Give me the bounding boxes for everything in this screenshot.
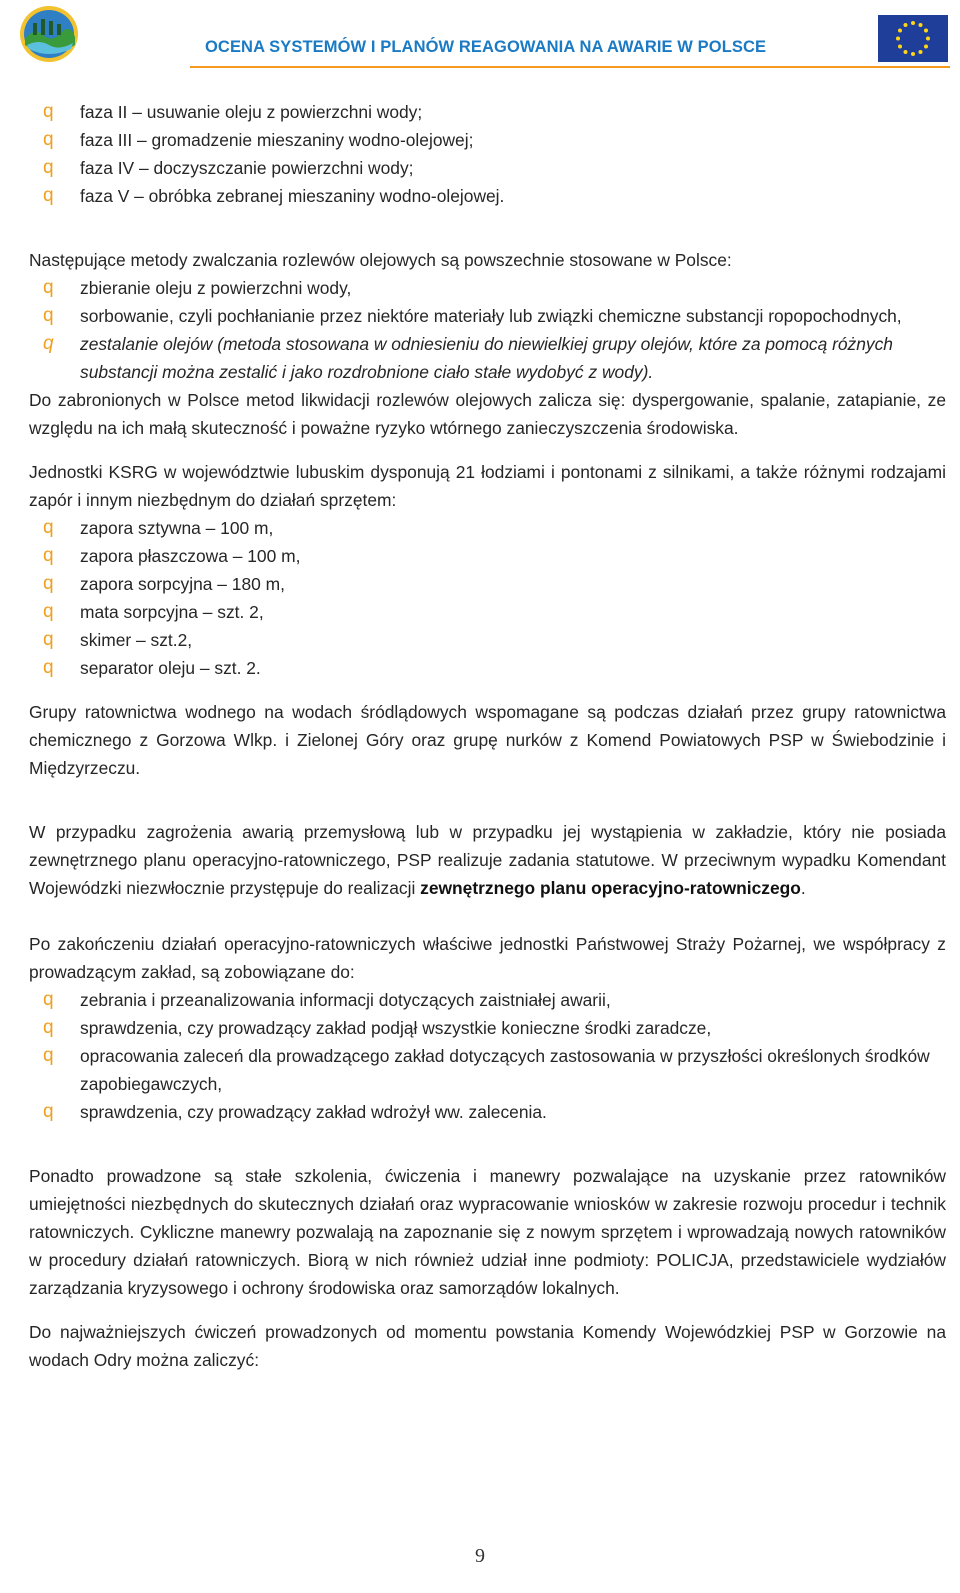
- bullet-icon: q: [43, 185, 54, 206]
- list-item: q zebrania i przeanalizowania informacji dotyczących zaistniałej awarii,: [29, 986, 946, 1014]
- after-actions-intro: Po zakończeniu działań operacyjno-ratowniczych właściwe jednostki Państwowej Straży Pożarnej, we współpracy z prowadzącym zakład, są zobowiązane do:: [29, 934, 946, 982]
- methods-intro: Następujące metody zwalczania rozlewów olejowych są powszechnie stosowane w Polsce:: [29, 250, 732, 270]
- bullet-icon: q: [43, 101, 54, 122]
- after-actions-list: [29, 986, 946, 1126]
- list-item: q faza II – usuwanie oleju z powierzchni wody;: [29, 98, 946, 126]
- equipment-list: [29, 514, 946, 682]
- header-divider: [190, 66, 950, 68]
- list-item: q faza III – gromadzenie mieszaniny wodno-olejowej;: [29, 126, 946, 154]
- list-item: q sprawdzenia, czy prowadzący zakład wdrożył ww. zalecenia.: [29, 1098, 946, 1126]
- eu-flag-icon: [878, 15, 948, 62]
- page-header: [0, 0, 960, 72]
- bullet-icon: q: [43, 277, 54, 298]
- phases-list: [29, 98, 946, 210]
- prohibited-methods-paragraph: Do zabronionych w Polsce metod likwidacji rozlewów olejowych zalicza się: dyspergowanie, spalanie, zatapianie, ze względu na ich małą skuteczność i poważne ryzyko wtórnego zanieczyszczenia środowiska.: [29, 390, 946, 438]
- bullet-icon: q: [43, 1101, 54, 1122]
- list-item: q sprawdzenia, czy prowadzący zakład podjął wszystkie konieczne środki zaradcze,: [29, 1014, 946, 1042]
- bullet-icon: q: [43, 157, 54, 178]
- bullet-icon: q: [43, 989, 54, 1010]
- list-item: q zbieranie oleju z powierzchni wody,: [29, 274, 946, 302]
- rescue-groups-paragraph: Grupy ratownictwa wodnego na wodach śródlądowych wspomagane są podczas działań przez grupy ratownictwa chemicznego z Gorzowa Wlkp. i Zielonej Góry oraz grupę nurków z Komend Powiatowych PSP w Świebodzinie i Międzyrzeczu.: [29, 702, 946, 778]
- bullet-icon: q: [43, 1017, 54, 1038]
- document-title: OCENA SYSTEMÓW I PLANÓW REAGOWANIA NA AWARIE W POLSCE: [205, 38, 767, 56]
- list-item: q zapora płaszczowa – 100 m,: [29, 542, 946, 570]
- bullet-icon: q: [43, 629, 54, 650]
- list-item: q mata sorpcyjna – szt. 2,: [29, 598, 946, 626]
- list-item: q zapora sztywna – 100 m,: [29, 514, 946, 542]
- list-item: q zapora sorpcyjna – 180 m,: [29, 570, 946, 598]
- list-item: q sorbowanie, czyli pochłanianie przez niektóre materiały lub związki chemiczne substancji ropopochodnych,: [29, 302, 946, 330]
- list-item: q skimer – szt.2,: [29, 626, 946, 654]
- bullet-icon: q: [43, 657, 54, 678]
- list-item: q faza IV – doczyszczanie powierzchni wody;: [29, 154, 946, 182]
- training-paragraph: Ponadto prowadzone są stałe szkolenia, ćwiczenia i manewry pozwalające na uzyskanie przez ratowników umiejętności niezbędnych do skutecznych działań oraz wypracowanie wniosków w zakresie rozwoju procedur i technik ratowniczych. Cykliczne manewry pozwalają na zapoznanie się z nowym sprzętem i wprowadzają nowych ratowników w procedury działań ratowniczych. Biorą w nich również udział inne podmioty: POLICJA, przedstawiciele wydziałów zarządzania kryzysowego i ochrony środowiska oraz samorządów lokalnych.: [29, 1166, 946, 1298]
- bullet-icon: q: [43, 601, 54, 622]
- equipment-intro: Jednostki KSRG w województwie lubuskim dysponują 21 łodziami i pontonami z silnikami, a także różnymi rodzajami zapór i innym niezbędnym do działań sprzętem:: [29, 462, 946, 510]
- bullet-icon: q: [43, 333, 54, 354]
- list-item: q opracowania zaleceń dla prowadzącego zakład dotyczących zastosowania w przyszłości określonych środków zapobiegawczych,: [29, 1042, 946, 1098]
- bullet-icon: q: [43, 305, 54, 326]
- page-number: 9: [475, 1545, 485, 1567]
- list-item: q separator oleju – szt. 2.: [29, 654, 946, 682]
- methods-list: [29, 274, 946, 386]
- page-content: [29, 98, 946, 1374]
- emergency-paragraph: W przypadku zagrożenia awarią przemysłową lub w przypadku jej wystąpienia w zakładzie, który nie posiada zewnętrznego planu operacyjno-ratowniczego, PSP realizuje zadania statutowe. W przeciwnym wypadku Komendant Wojewódzki niezwłocznie przystępuje do realizacji zewnętrznego planu operacyjno-ratowniczego.: [29, 822, 946, 898]
- bullet-icon: q: [43, 1045, 54, 1066]
- bullet-icon: q: [43, 129, 54, 150]
- bullet-icon: q: [43, 545, 54, 566]
- bullet-icon: q: [43, 517, 54, 538]
- bullet-icon: q: [43, 573, 54, 594]
- emergency-plan-bold: zewnętrznego planu operacyjno-ratowniczego: [420, 878, 801, 898]
- exercises-paragraph: Do najważniejszych ćwiczeń prowadzonych od momentu powstania Komendy Wojewódzkiej PSP w Gorzowie na wodach Odry można zaliczyć:: [29, 1322, 946, 1370]
- list-item: q zestalanie olejów (metoda stosowana w odniesieniu do niewielkiej grupy olejów, które za pomocą różnych substancji można zestalić i jako rozdrobnione ciało stałe wydobyć z wody).: [29, 330, 946, 386]
- list-item: q faza V – obróbka zebranej mieszaniny wodno-olejowej.: [29, 182, 946, 210]
- regional-logo-icon: [19, 5, 79, 63]
